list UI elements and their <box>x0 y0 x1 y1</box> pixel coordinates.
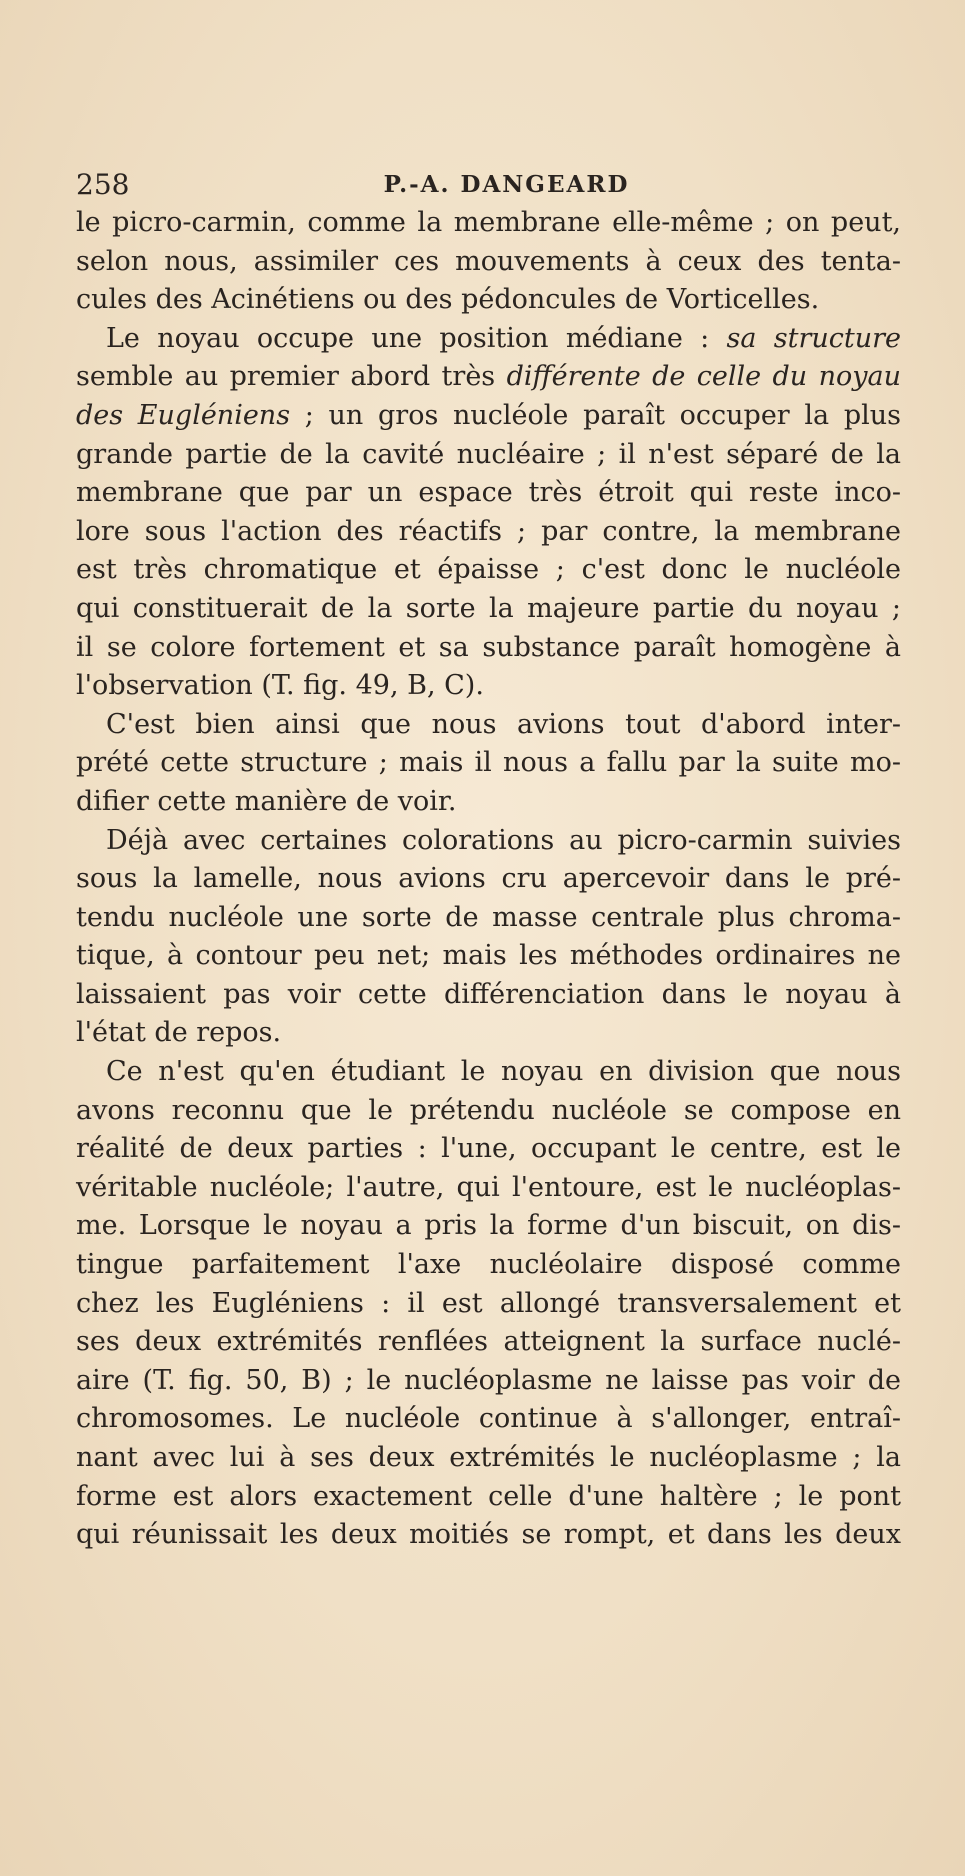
text-line: cules des Acinétiens ou des pédoncules de Vorticelles. <box>76 284 820 316</box>
text-line: laissaient pas voir cette différenciation dans le noyau à <box>76 978 901 1010</box>
text-line: aire (T. fig. 50, B) ; le nucléoplasme ne laisse pas voir de <box>76 1364 901 1396</box>
page-content <box>76 168 901 1555</box>
text-line: grande partie de la cavité nucléaire ; il n'est séparé de la <box>76 438 901 470</box>
text-line: avons reconnu que le prétendu nucléole se compose en <box>76 1094 901 1126</box>
text-line: tingue parfaitement l'axe nucléolaire disposé comme <box>76 1249 901 1281</box>
text-line: qui réunissait les deux moitiés se rompt, et dans les deux <box>76 1519 901 1551</box>
text-line: véritable nucléole; l'autre, qui l'entoure, est le nucléoplas- <box>76 1171 901 1203</box>
text-line: nant avec lui à ses deux extrémités le nucléoplasme ; la <box>76 1442 901 1473</box>
text-line: difier cette manière de voir. <box>76 785 457 817</box>
text-line: l'observation (T. fig. 49, B, C). <box>76 670 484 702</box>
page-number: 258 <box>76 168 130 201</box>
text-line: l'état de repos. <box>76 1017 282 1049</box>
text-line: sous la lamelle, nous avions cru apercevoir dans le pré- <box>76 863 901 895</box>
text-line: lore sous l'action des réactifs ; par contre, la membrane <box>76 515 901 547</box>
text-line: selon nous, assimiler ces mouvements à ceux des tenta- <box>76 245 901 277</box>
text-line: tique, à contour peu net; mais les méthodes ordinaires ne <box>76 940 901 972</box>
text-line: chez les Eugléniens : il est allongé transversalement et <box>76 1287 901 1319</box>
body-text <box>76 204 901 1555</box>
text-line: forme est alors exactement celle d'une haltère ; le pont <box>76 1480 901 1512</box>
italic-phrase: sa structure <box>726 322 901 354</box>
text-line: tendu nucléole une sorte de masse centrale plus chroma- <box>76 901 901 933</box>
text-line: ses deux extrémités renflées atteignent la surface nuclé- <box>76 1326 901 1358</box>
text-line: Déjà avec certaines colorations au picro-carmin suivies <box>106 824 901 856</box>
text-line: est très chromatique et épaisse ; c'est donc le nucléole <box>76 554 901 586</box>
text-line: le picro-carmin, comme la membrane elle-même ; on peut, <box>76 207 901 238</box>
text-line: me. Lorsque le noyau a pris la forme d'un biscuit, on dis- <box>76 1210 901 1242</box>
text-segment: ; un gros nucléole paraît occuper la plus <box>290 399 901 431</box>
text-segment: Le noyau occupe une position médiane : <box>106 322 727 354</box>
italic-phrase: des Eugléniens <box>76 399 291 431</box>
text-line: qui constituerait de la sorte la majeure partie du noyau ; <box>76 592 901 624</box>
running-head: P.-A. DANGEARD <box>383 171 630 198</box>
text-line: Ce n'est qu'en étudiant le noyau en division que nous <box>106 1056 901 1088</box>
text-segment: semble au premier abord très <box>76 361 507 393</box>
text-line <box>76 358 901 397</box>
text-line <box>76 397 901 436</box>
text-line: prété cette structure ; mais il nous a fallu par la suite mo- <box>76 747 901 779</box>
page-header <box>76 168 901 202</box>
text-line: C'est bien ainsi que nous avions tout d'abord inter- <box>106 708 901 740</box>
text-line <box>76 320 901 359</box>
italic-phrase: différente de celle du noyau <box>506 361 901 393</box>
text-line: membrane que par un espace très étroit qui reste inco- <box>76 477 901 509</box>
text-line: réalité de deux parties : l'une, occupant le centre, est le <box>76 1133 901 1165</box>
text-line: chromosomes. Le nucléole continue à s'allonger, entraî- <box>76 1403 901 1435</box>
text-line: il se colore fortement et sa substance paraît homogène à <box>76 631 901 663</box>
